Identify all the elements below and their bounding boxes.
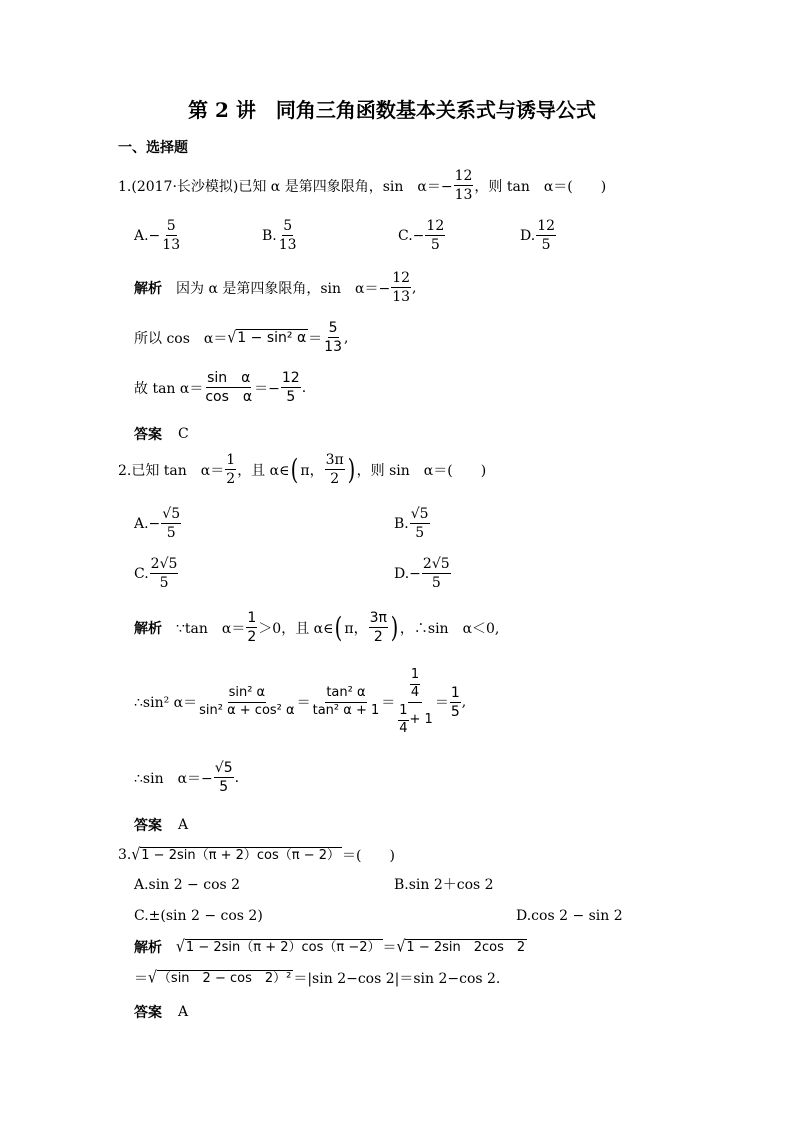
option-fraction xyxy=(425,218,445,253)
fraction xyxy=(323,320,343,355)
numerator: 3π xyxy=(369,610,388,628)
text: 因为 α 是第四象限角，sin α＝− xyxy=(176,280,391,297)
numerator: 5 xyxy=(328,320,339,338)
text: ∴sin α＝− xyxy=(134,770,213,787)
fraction xyxy=(225,452,236,487)
text: , xyxy=(412,279,417,296)
text: . xyxy=(234,769,240,786)
option-fraction xyxy=(161,218,181,253)
sqrt-icon: √ xyxy=(396,937,406,957)
denominator: tan² α + 1 xyxy=(312,702,380,718)
denominator: 2 xyxy=(247,629,257,646)
numerator: 12 xyxy=(425,218,445,236)
numerator: 2√5 xyxy=(422,556,451,574)
option-fraction xyxy=(150,556,179,591)
text: ＝ xyxy=(381,695,396,712)
answer-value: A xyxy=(178,1004,189,1020)
denominator: 2 xyxy=(373,629,383,646)
answer-label: 答案 xyxy=(134,818,162,834)
q2-option-c[interactable] xyxy=(134,556,179,591)
text: ＝( ) xyxy=(342,848,395,864)
numerator: 2√5 xyxy=(150,556,179,574)
denominator: 13 xyxy=(324,339,342,356)
denominator: 5 xyxy=(541,237,551,254)
denominator: 13 xyxy=(162,237,181,254)
option-letter: B. xyxy=(394,515,409,532)
denominator: 2 xyxy=(330,471,340,488)
answer-label: 答案 xyxy=(134,427,162,443)
denominator: 4 xyxy=(410,684,420,700)
denominator: 5 xyxy=(430,237,440,254)
denominator: 2 xyxy=(226,471,236,488)
numerator: 5 xyxy=(166,218,177,236)
q1-option-d[interactable] xyxy=(520,218,557,253)
option-letter: C. xyxy=(134,565,149,582)
q3-analysis-line-2 xyxy=(134,968,500,988)
numerator: sin² α xyxy=(228,686,267,703)
numerator: 1 xyxy=(450,685,461,703)
denominator: 13 xyxy=(278,237,297,254)
question-3-stem xyxy=(118,845,395,865)
sqrt-icon: √ xyxy=(176,937,185,957)
fraction xyxy=(214,760,234,795)
numerator: 5 xyxy=(282,218,293,236)
analysis-label: 解析 xyxy=(134,280,162,297)
fraction xyxy=(391,270,411,305)
numerator: √5 xyxy=(161,506,181,524)
page-title: 第 2 讲 同角三角函数基本关系式与诱导公式 xyxy=(188,98,596,122)
question-1-stem xyxy=(118,168,606,203)
sqrt-icon: √ xyxy=(148,968,157,988)
text: , xyxy=(461,694,467,711)
text: ∴sin² α＝ xyxy=(134,695,198,712)
denominator: cos α xyxy=(205,389,253,406)
numerator: √5 xyxy=(214,760,234,778)
denominator: sin² α + cos² α xyxy=(199,702,295,718)
text: ＝ xyxy=(434,695,449,712)
text: ＞0，且 α∈ xyxy=(258,620,334,637)
q1-analysis-line-2 xyxy=(134,320,348,355)
text: ，且 α∈ xyxy=(237,462,290,479)
option-fraction xyxy=(422,556,451,591)
right-paren-icon: ) xyxy=(390,610,399,644)
question-2-stem xyxy=(118,452,486,487)
numerator: 12 xyxy=(536,218,556,236)
numerator: 1 xyxy=(246,610,257,628)
denominator: 13 xyxy=(392,289,411,306)
q3-option-a[interactable]: A.sin 2 − cos 2 xyxy=(134,877,241,893)
denominator: 5 xyxy=(159,575,169,592)
q2-analysis-line-2 xyxy=(134,668,466,737)
text: ＝ xyxy=(296,695,311,712)
numerator: sin α xyxy=(206,370,251,388)
numerator: 12 xyxy=(454,168,474,186)
fraction xyxy=(450,685,461,720)
fraction xyxy=(198,686,295,719)
denominator: 4 xyxy=(399,720,408,736)
analysis-label: 解析 xyxy=(134,940,162,956)
q2-option-b[interactable] xyxy=(394,506,431,541)
text: ，则 sin α＝( ) xyxy=(356,462,487,479)
option-fraction xyxy=(278,218,298,253)
option-fraction xyxy=(536,218,556,253)
left-paren-icon: ( xyxy=(291,452,299,486)
q1-analysis-line-3 xyxy=(134,370,306,405)
text: ＝ xyxy=(308,330,323,347)
radicand: 1 − 2sin（π + 2）cos（π −2） xyxy=(185,939,381,955)
q3-option-d[interactable]: D.cos 2 − sin 2 xyxy=(516,908,623,924)
denominator: 5 xyxy=(286,389,296,406)
text: ＝|sin 2−cos 2|＝sin 2−cos 2. xyxy=(293,971,501,987)
q3-option-b[interactable]: B.sin 2＋cos 2 xyxy=(394,877,494,893)
q1-stem-fraction xyxy=(454,168,474,203)
denominator: 5 xyxy=(415,525,425,542)
text: + 1 xyxy=(409,711,433,727)
option-fraction xyxy=(161,506,181,541)
fraction xyxy=(325,452,345,487)
numerator: 3π xyxy=(325,452,345,470)
numerator: 12 xyxy=(391,270,411,288)
fraction xyxy=(281,370,301,405)
q2-option-d[interactable] xyxy=(394,556,452,591)
text: ＝− xyxy=(254,380,280,397)
answer-label: 答案 xyxy=(134,1005,162,1021)
q1-option-c[interactable] xyxy=(398,218,446,253)
denominator: 13 xyxy=(454,187,473,204)
q3-option-c[interactable]: C.±(sin 2 − cos 2) xyxy=(134,908,263,924)
q1-option-b[interactable] xyxy=(262,218,299,253)
fraction xyxy=(398,704,408,737)
denominator: 5 xyxy=(166,525,176,542)
compound-fraction xyxy=(396,668,434,737)
text: 所以 cos α＝ xyxy=(134,330,228,347)
q1-analysis-line-1 xyxy=(134,270,417,305)
section-heading: 一、选择题 xyxy=(118,140,188,156)
text: ＝ xyxy=(382,940,397,956)
q2-option-a[interactable] xyxy=(134,506,182,541)
numerator: √5 xyxy=(410,506,430,524)
text: π， xyxy=(344,620,368,637)
text: , xyxy=(344,329,349,346)
sqrt-icon: √ xyxy=(131,845,141,865)
answer-value: C xyxy=(178,426,189,442)
text: 故 tan α＝ xyxy=(134,380,204,397)
left-paren-icon: ( xyxy=(335,610,343,644)
numerator: 1 xyxy=(410,668,420,685)
radicand: 1 − 2sin 2cos 2 xyxy=(406,939,526,955)
q3-answer xyxy=(134,1002,188,1022)
q2-answer xyxy=(134,815,188,835)
q1-stem-text: 1.(2017·长沙模拟)已知 α 是第四象限角，sin α＝− xyxy=(118,178,453,195)
denominator: 5 xyxy=(431,575,441,592)
text: 2.已知 tan α＝ xyxy=(118,462,225,479)
sqrt-icon: √ xyxy=(227,328,237,347)
compound-denominator xyxy=(396,703,434,737)
compound-numerator xyxy=(408,668,422,703)
option-fraction xyxy=(410,506,430,541)
option-letter: B. xyxy=(262,227,277,244)
denominator: 5 xyxy=(219,779,229,796)
fraction xyxy=(410,668,420,701)
denominator: 5 xyxy=(450,703,460,720)
right-paren-icon: ) xyxy=(347,452,356,486)
text: . xyxy=(301,379,307,396)
radicand: 1 − 2sin（π + 2）cos（π − 2） xyxy=(141,847,340,863)
numerator: tan² α xyxy=(325,686,366,703)
fraction xyxy=(312,686,381,719)
fraction xyxy=(369,610,388,645)
text: ，∴sin α＜0, xyxy=(399,620,500,637)
q2-analysis-line-3 xyxy=(134,760,239,795)
text: ∵tan α＝ xyxy=(176,620,246,637)
option-letter: C.− xyxy=(398,227,425,244)
numerator: 1 xyxy=(225,452,236,470)
text: 3. xyxy=(118,847,132,863)
text: π， xyxy=(300,462,324,479)
option-letter: D.− xyxy=(394,565,421,582)
option-letter: A.− xyxy=(134,227,161,244)
fraction xyxy=(204,370,253,405)
answer-value: A xyxy=(178,817,189,833)
option-letter: D. xyxy=(520,227,536,244)
q1-stem-tail: ，则 tan α＝( ) xyxy=(474,178,607,195)
option-letter: A.− xyxy=(134,515,161,532)
radicand: （sin 2 − cos 2）² xyxy=(157,970,292,986)
radicand: 1 − sin² α xyxy=(237,329,307,346)
q3-analysis-line-1 xyxy=(134,937,527,957)
text: ＝ xyxy=(134,971,148,987)
numerator: 12 xyxy=(281,370,301,388)
fraction xyxy=(246,610,257,645)
q1-answer xyxy=(134,424,189,444)
q2-analysis-line-1 xyxy=(134,610,499,645)
analysis-label: 解析 xyxy=(134,620,162,637)
numerator: 1 xyxy=(398,704,408,721)
q1-option-a[interactable] xyxy=(134,218,182,253)
